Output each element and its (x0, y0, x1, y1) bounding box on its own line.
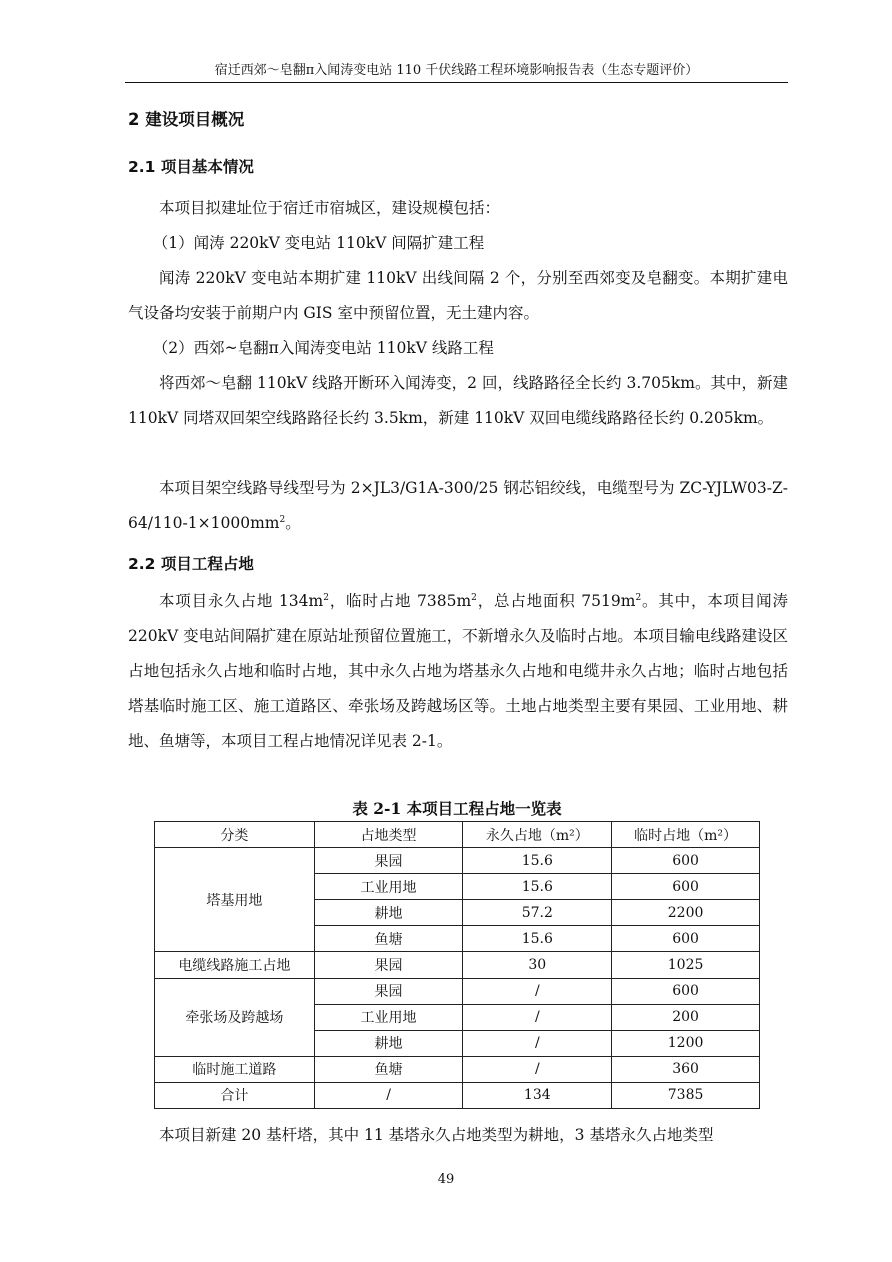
text-run: ，总占地面积 7519m (476, 592, 636, 610)
category-cell: 电缆线路施工占地 (155, 952, 315, 978)
table-cell: 200 (612, 1004, 760, 1030)
list-item: （2）西郊~皂翻π入闻涛变电站 110kV 线路工程 (152, 339, 494, 357)
table-cell: 7385 (612, 1082, 760, 1108)
running-header: 宿迁西郊～皂翻π入闻涛变电站 110 千伏线路工程环境影响报告表（生态专题评价） (214, 63, 699, 78)
table-row (155, 1056, 760, 1082)
category-cell: 临时施工道路 (155, 1056, 315, 1082)
superscript: 2 (471, 592, 477, 603)
table-cell: / (463, 1030, 612, 1056)
table-cell: 30 (463, 952, 612, 978)
table-cell: 果园 (314, 952, 463, 978)
subsection-heading-2-1: 2.1 项目基本情况 (128, 158, 254, 176)
table-row (155, 848, 760, 874)
text-run: 。其中，本项目闻涛 220kV 变电站间隔扩建在原站址预留位置施工，不新增永久及临时占地。本项目输电线路建设区占地包括永久占地和临时占地，其中永久占地为塔基永久占地和电缆井永久占地；临时占地包括塔基临时施工区、施工道路区、牵张场及跨越场区等。土地占地类型主要有果园、工业用地、耕地、鱼塘等，本项目工程占地情况详见表 2-1。 (128, 592, 788, 750)
table-cell: 耕地 (314, 900, 463, 926)
table-cell: 工业用地 (314, 874, 463, 900)
table-cell: 耕地 (314, 1030, 463, 1056)
superscript: 2 (635, 592, 642, 603)
table-cell: 果园 (314, 978, 463, 1004)
table-cell: 果园 (314, 848, 463, 874)
text-run: 本项目永久占地 134m (159, 592, 324, 610)
total-label-cell: 合计 (155, 1082, 315, 1108)
subsection-heading-2-2: 2.2 项目工程占地 (128, 555, 254, 573)
superscript: 2 (323, 592, 329, 603)
column-header: 永久占地（m²） (463, 822, 612, 848)
table-cell: 134 (463, 1082, 612, 1108)
land-use-table (154, 821, 760, 1109)
section-heading: 2 建设项目概况 (128, 110, 245, 129)
paragraph: 本项目拟建址位于宿迁市宿城区，建设规模包括： (159, 199, 501, 217)
table-cell: 15.6 (463, 926, 612, 952)
table-row (155, 952, 760, 978)
paragraph (128, 471, 788, 541)
table-cell: 鱼塘 (314, 1056, 463, 1082)
table-cell: 15.6 (463, 874, 612, 900)
table-cell: 2200 (612, 900, 760, 926)
paragraph: 本项目新建 20 基杆塔，其中 11 基塔永久占地类型为耕地，3 基塔永久占地类型 (159, 1126, 714, 1144)
table-row (155, 978, 760, 1004)
table-cell: 57.2 (463, 900, 612, 926)
table-cell: 360 (612, 1056, 760, 1082)
paragraph: 将西郊～皂翻 110kV 线路开断环入闻涛变，2 回，线路路径全长约 3.705km。其中，新建 110kV 同塔双回架空线路路径长约 3.5km，新建 110kV 双回电缆线路路径长约 0.205km。 (128, 374, 788, 427)
category-cell: 塔基用地 (155, 848, 315, 952)
table-cell: / (463, 978, 612, 1004)
list-item: （1）闻涛 220kV 变电站 110kV 间隔扩建工程 (152, 234, 485, 252)
table-cell: 15.6 (463, 848, 612, 874)
column-header: 临时占地（m²） (612, 822, 760, 848)
column-header: 占地类型 (314, 822, 463, 848)
table-cell: 600 (612, 926, 760, 952)
table-cell: 1200 (612, 1030, 760, 1056)
text-run: 。 (285, 514, 301, 532)
table-header-row (155, 822, 760, 848)
category-cell: 牵张场及跨越场 (155, 978, 315, 1056)
page-number: 49 (437, 1172, 455, 1187)
table-total-row (155, 1082, 760, 1108)
table-cell: / (314, 1082, 463, 1108)
table-cell: 600 (612, 978, 760, 1004)
superscript: 2 (279, 514, 286, 525)
table-cell: 1025 (612, 952, 760, 978)
table-cell: 600 (612, 848, 760, 874)
paragraph (128, 584, 788, 759)
table-caption: 表 2-1 本项目工程占地一览表 (352, 799, 562, 818)
text-run: ，临时占地 7385m (328, 592, 472, 610)
table-cell: 鱼塘 (314, 926, 463, 952)
table-cell: 600 (612, 874, 760, 900)
table-cell: / (463, 1004, 612, 1030)
text-run: 本项目架空线路导线型号为 2×JL3/G1A-300/25 钢芯铝绞线，电缆型号为 ZC-YJLW03-Z-64/110-1×1000mm (128, 479, 788, 532)
table-cell: 工业用地 (314, 1004, 463, 1030)
table-cell: / (463, 1056, 612, 1082)
paragraph: 闻涛 220kV 变电站本期扩建 110kV 出线间隔 2 个，分别至西郊变及皂翻变。本期扩建电气设备均安装于前期户内 GIS 室中预留位置，无土建内容。 (128, 269, 788, 322)
header-rule (125, 82, 788, 83)
column-header: 分类 (155, 822, 315, 848)
